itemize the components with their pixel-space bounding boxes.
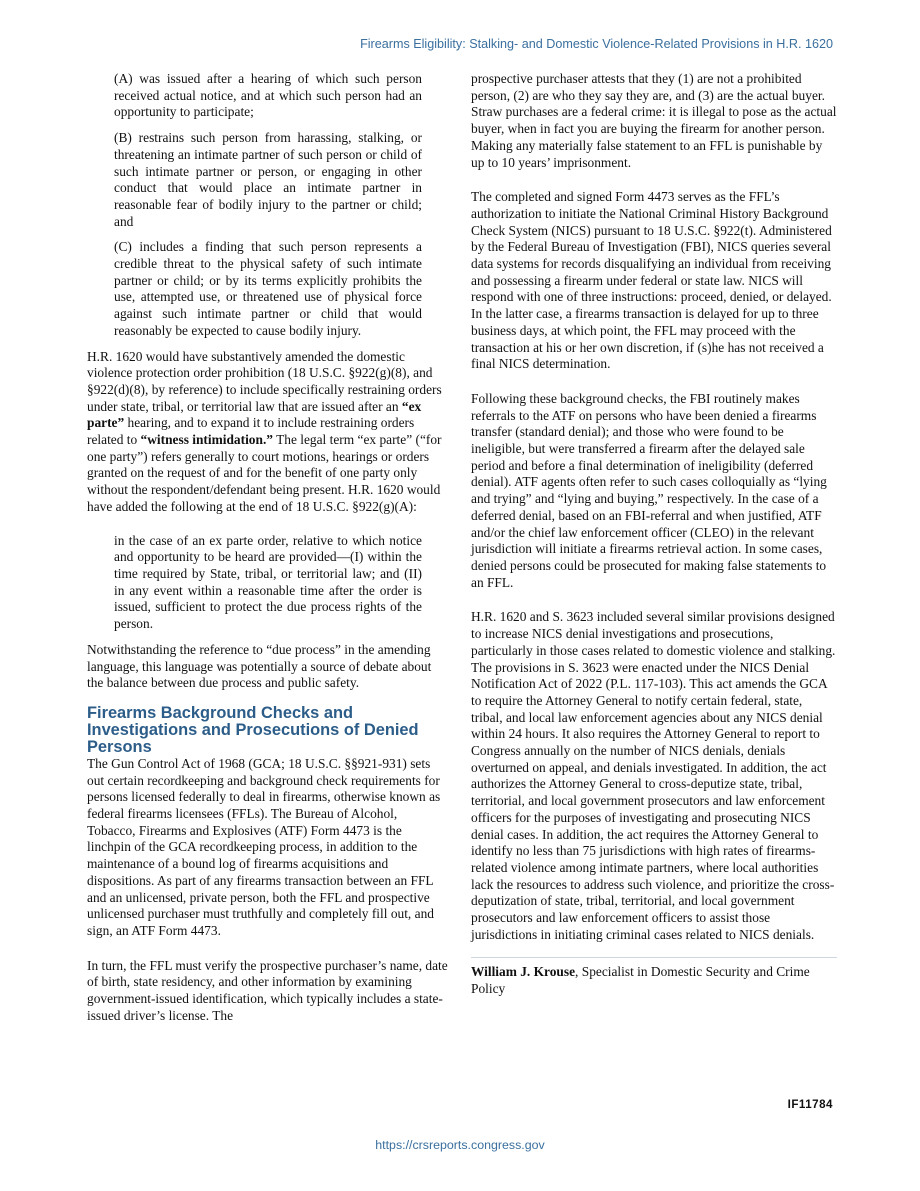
text-run: The legal term “ex parte” (“for one party”) refers generally to court motions, hearings or orders granted on the request of and for the benefit of one party only without the respondent/defendant being present. H.R. 1620 would have added the following at the end of 18 U.S.C. §922(g)(A): — [87, 432, 442, 514]
bold-term-ex-parte: “ex parte” — [87, 398, 422, 431]
report-id: IF11784 — [787, 1098, 833, 1111]
right-column — [471, 71, 837, 998]
footer-url-link[interactable]: https://crsreports.congress.gov — [375, 1138, 545, 1152]
body-paragraph-gca: The Gun Control Act of 1968 (GCA; 18 U.S.C. §§921-931) sets out certain recordkeeping and background check requirements for persons licensed federally to deal in firearms, otherwise known as federal firearms licensees (FFLs). The Bureau of Alcohol, Tobacco, Firearms and Explosives (ATF) Form 4473 is the linchpin of the GCA recordkeeping process, in addition to the maintenance of a bound log of firearms acquisitions and dispositions. As part of any firearms transaction between an FFL and an unlicensed, private person, both the FFL and prospective unlicensed purchaser must truthfully and completely fill out, and sign, an ATF Form 4473. — [87, 755, 441, 938]
author-name: William J. Krouse — [471, 964, 576, 980]
body-paragraph-denial-notification: H.R. 1620 and S. 3623 included several similar provisions designed to increase NICS denial investigations and prosecutions, particularly in those cases related to domestic violence and stalking. The provisions in S. 3623 were enacted under the NICS Denial Notification Act of 2022 (P.L. 117-103). This act amends the GCA to require the Attorney General to notify certain federal, state, tribal, and local law enforcement agencies about any NICS denial within 24 hours. It also requires the Attorney General to report to Congress annually on the number of NICS denials, denials overturned on appeal, and denials investigated. In addition, the act authorizes the Attorney General to cross-deputize state, tribal, territorial, and local government prosecutors and law enforcement officers for the purposes of investigating and prosecuting NICS denial cases. In addition, the act requires the Attorney General to identify no less than 75 jurisdictions with high rates of firearms-related violence among intimate partners, where local authorities lack the resources to address such violence, and prioritize the cross-deputization of state, tribal, territorial, and local government prosecutors and law enforcement officers to assist those jurisdictions in initiating criminal cases related to NICS denials. — [471, 609, 836, 942]
section-heading: Firearms Background Checks and Investigations and Prosecutions of Denied Persons — [87, 703, 419, 756]
body-paragraph-straw-purchases: prospective purchaser attests that they (1) are not a prohibited person, (2) are who they say they are, and (3) are the actual buyer. Straw purchases are a federal crime: it is illegal to pose as the actual buyer, when in fact you are buying the firearm for another person. Making any materially false statement to an FFL is punishable by up to 10 years’ imprisonment. — [471, 71, 837, 170]
body-paragraph-referrals: Following these background checks, the FBI routinely makes referrals to the ATF on persons who have been denied a firearms transfer (standard denial); and those who were found to be ineligible, but were transferred a firearm after the delayed sale period and before a final determination of ineligibility (deferred denial). ATF agents often refer to such cases colloquially as “lying and trying” and “lying and buying,” respectively. In the case of a deferred denial, based on an FBI-referral and when justified, ATF and/or the chief law enforcement officer (CLEO) in the relevant jurisdiction will initiate a firearms retrieval action. In some cases, denied persons could be prosecuted for making false statements to an FFL. — [471, 390, 827, 590]
left-column — [87, 71, 448, 1024]
statute-item-b: (B) restrains such person from harassing, stalking, or threatening an intimate partner of such person or child of such intimate partner or person, or engaging in other conduct that would place an intimate partner in reasonable fear of bodily injury to the partner or child; and — [114, 130, 422, 229]
body-paragraph-ffl-verify: In turn, the FFL must verify the prospective purchaser’s name, date of birth, state residency, and other information by examining government-issued identification, which typically includes a state-issued driver’s license. The — [87, 957, 448, 1023]
block-quote-amendment: in the case of an ex parte order, relative to which notice and opportunity to be heard are provided—(I) within the time required by State, tribal, or territorial law; and (II) in any event within a reasonable time after the order is issued, sufficient to protect the due process rights of the person. — [114, 532, 422, 632]
statute-item-a: (A) was issued after a hearing of which such person received actual notice, and at which such person had an opportunity to participate; — [114, 71, 422, 120]
body-paragraph-due-process: Notwithstanding the reference to “due process” in the amending language, this language was potentially a source of debate about the balance between due process and public safety. — [87, 641, 432, 691]
running-header-title: Firearms Eligibility: Stalking- and Domestic Violence-Related Provisions in H.R. 1620 — [360, 37, 833, 51]
statute-item-c: (C) includes a finding that such person represents a credible threat to the physical safety of such intimate partner or child; or by its terms explicitly prohibits the use, attempted use, or threatened use of physical force against such intimate partner or child that would reasonably be expected to cause bodily injury. — [114, 239, 422, 338]
text-run: H.R. 1620 would have substantively amended the domestic violence protection order prohibition (18 U.S.C. §922(g)(8), and §922(d)(8), by reference) to include specifically restraining orders under state, tribal, or territorial law that are issued after an — [87, 348, 442, 414]
author-title: , Specialist in Domestic Security and Crime Policy — [471, 964, 810, 997]
bold-term-witness-intimidation: “witness intimidation.” — [140, 432, 273, 448]
text-run: hearing, and to expand it to include restraining orders related to — [87, 415, 415, 448]
body-paragraph-nics: The completed and signed Form 4473 serves as the FFL’s authorization to initiate the National Criminal History Background Check System (NICS) pursuant to 18 U.S.C. §922(t). Administered by the Federal Bureau of Investigation (FBI), NICS queries several data systems for records disqualifying an individual from receiving and possessing a firearm under federal or state law. NICS will respond with one of three instructions: proceed, denied, or delayed. In the latter case, a firearms transaction is delayed for up to three business days, at which point, the FFL may proceed with the transaction at his or her own discretion, if (s)he has not received a final NICS determination. — [471, 189, 832, 372]
author-line — [471, 964, 837, 997]
body-paragraph-hr1620-amendment — [87, 349, 448, 516]
author-divider — [471, 957, 837, 958]
